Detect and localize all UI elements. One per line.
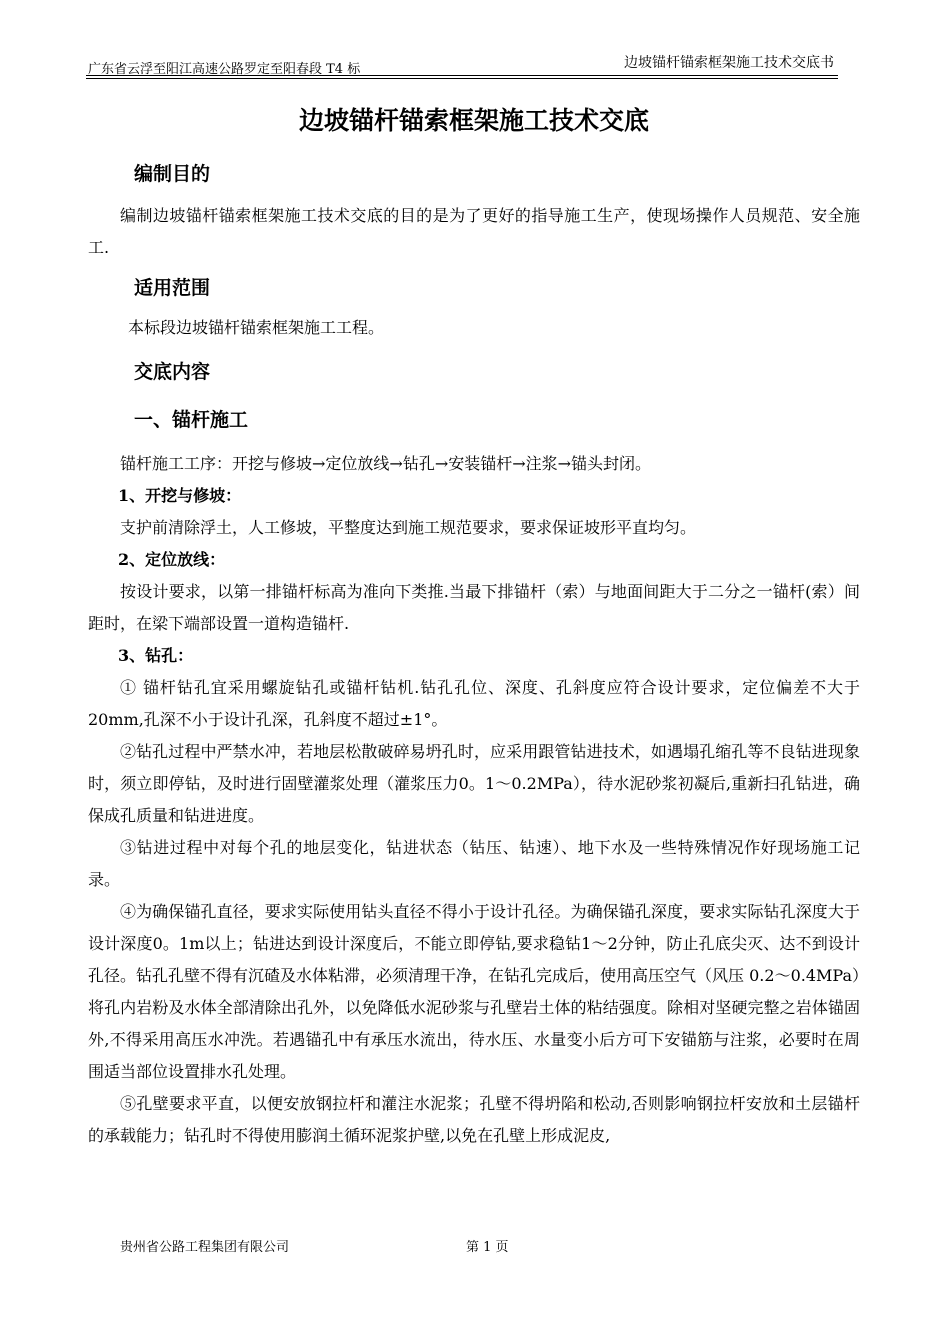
footer-page-number: 第 1 页 [466, 1240, 509, 1255]
step1-text: 支护前清除浮土，人工修坡，平整度达到施工规范要求，要求保证坡形平直均匀。 [120, 518, 697, 537]
heading-purpose: 编制目的 [134, 163, 211, 185]
header-rule-thin [86, 78, 838, 79]
page-title: 边坡锚杆锚索框架施工技术交底 [298, 106, 649, 135]
header-project: 广东省云浮至阳江高速公路罗定至阳春段 T4 标 [88, 62, 361, 77]
footer-company: 贵州省公路工程集团有限公司 [120, 1240, 290, 1255]
step3-item-5: ⑤孔壁要求平直，以便安放钢拉杆和灌注水泥浆；孔壁不得坍陷和松动,否则影响钢拉杆安放和土层锚杆的承载能力；钻孔时不得使用膨润土循环泥浆护壁,以免在孔壁上形成泥皮, [88, 1094, 860, 1145]
document-body [88, 98, 860, 1152]
heading-anchor-construction: 一、锚杆施工 [134, 409, 249, 431]
step2-title: 2、定位放线： [118, 550, 226, 569]
step3-item-1: ① 锚杆钻孔宜采用螺旋钻孔或锚杆钻机.钻孔孔位、深度、孔斜度应符合设计要求，定位偏差不大于20mm,孔深不小于设计孔深，孔斜度不超过±1°。 [88, 678, 860, 729]
header-rule-thick [86, 75, 838, 76]
scope-text: 本标段边坡锚杆锚索框架施工工程。 [128, 318, 385, 337]
step1-title: 1、开挖与修坡： [118, 486, 242, 505]
anchor-process: 锚杆施工工序：开挖与修坡→定位放线→钻孔→安装锚杆→注浆→锚头封闭。 [120, 454, 652, 473]
purpose-text: 编制边坡锚杆锚索框架施工技术交底的目的是为了更好的指导施工生产，使现场操作人员规范、安全施工. [88, 206, 860, 257]
heading-content: 交底内容 [134, 361, 211, 383]
step2-text: 按设计要求，以第一排锚杆标高为准向下类推.当最下排锚杆（索）与地面间距大于二分之一锚杆(索）间距时，在梁下端部设置一道构造锚杆. [88, 582, 860, 633]
heading-scope: 适用范围 [134, 277, 211, 299]
step3-item-3: ③钻进过程中对每个孔的地层变化，钻进状态（钻压、钻速）、地下水及一些特殊情况作好现场施工记录。 [88, 838, 860, 889]
step3-item-2: ②钻孔过程中严禁水冲，若地层松散破碎易坍孔时，应采用跟管钻进技术，如遇塌孔缩孔等不良钻进现象时，须立即停钻，及时进行固壁灌浆处理（灌浆压力0。1～0.2MPa），待水泥砂浆初凝后,重新扫孔钻进，确保成孔质量和钻进进度。 [88, 742, 860, 825]
step3-title: 3、钻孔： [118, 646, 194, 665]
step3-item-4: ④为确保锚孔直径，要求实际使用钻头直径不得小于设计孔径。为确保锚孔深度，要求实际钻孔深度大于设计深度0。1m以上；钻进达到设计深度后，不能立即停钻,要求稳钻1～2分钟，防止孔底尖灭、达不到设计孔径。钻孔孔壁不得有沉碴及水体粘滞，必须清理干净，在钻孔完成后，使用高压空气（风压 0.2～0.4MPa）将孔内岩粉及水体全部清除出孔外，以免降低水泥砂浆与孔壁岩土体的粘结强度。除相对坚硬完整之岩体锚固外,不得采用高压水冲洗。若遇锚孔中有承压水流出，待水压、水量变小后方可下安锚筋与注浆，必要时在周围适当部位设置排水孔处理。 [88, 902, 860, 1081]
header-doc-title: 边坡锚杆锚索框架施工技术交底书 [624, 55, 834, 71]
